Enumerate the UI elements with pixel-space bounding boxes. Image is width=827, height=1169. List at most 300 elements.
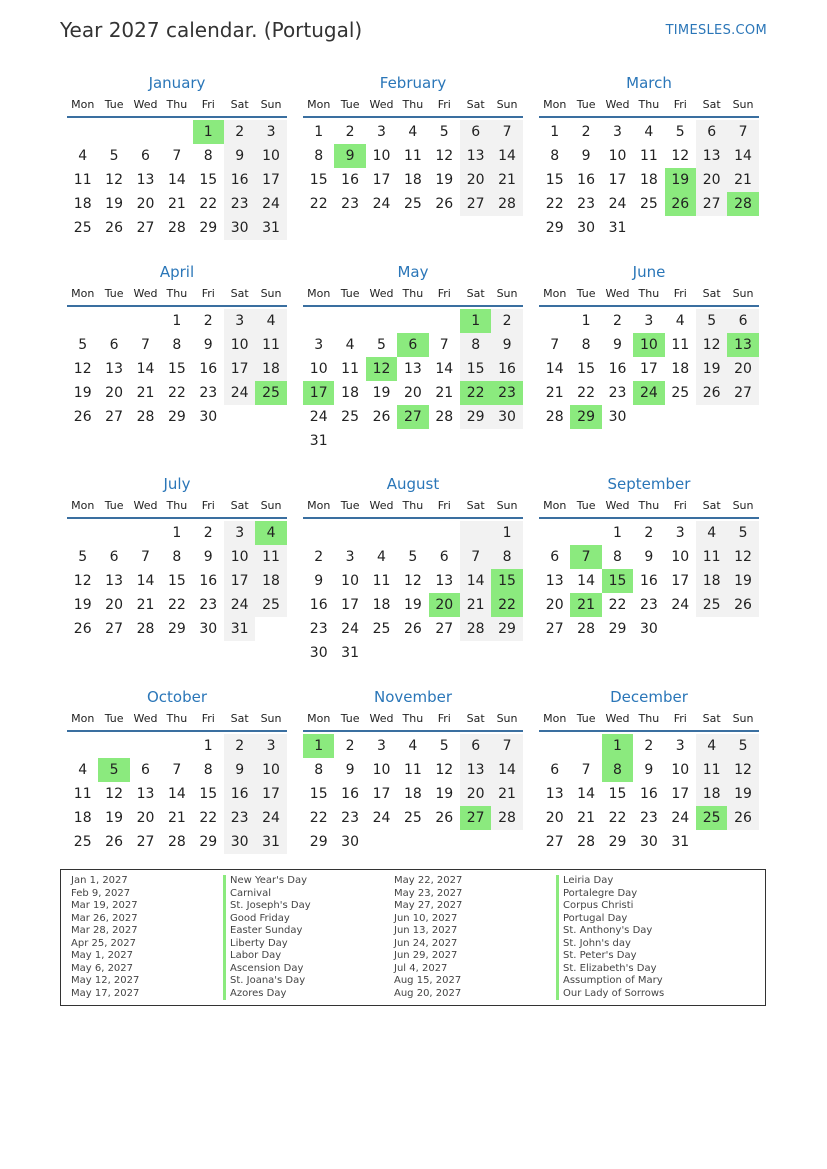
day-cell[interactable]: 24 [309,409,328,425]
day-cell[interactable]: 26 [403,621,422,637]
day-cell[interactable]: 27 [105,409,123,425]
day-cell[interactable]: 12 [435,148,454,164]
day-cell[interactable]: 12 [435,762,454,778]
day-cell[interactable]: 17 [372,786,391,802]
day-cell[interactable]: 9 [345,762,355,778]
day-cell[interactable]: 21 [167,810,186,826]
day-cell[interactable]: 5 [696,309,727,333]
day-cell[interactable]: 17 [255,168,286,192]
holiday-day-cell[interactable]: 8 [602,758,633,782]
day-cell[interactable]: 23 [309,621,328,637]
day-cell[interactable]: 24 [255,806,286,830]
day-cell[interactable]: 9 [644,762,654,778]
day-cell[interactable]: 11 [341,361,359,377]
day-cell[interactable]: 6 [460,120,491,144]
day-cell[interactable]: 23 [341,810,359,826]
day-cell[interactable]: 9 [224,758,255,782]
day-cell[interactable]: 20 [136,196,155,212]
holiday-day-cell[interactable]: 21 [570,593,601,617]
day-cell[interactable]: 14 [727,144,758,168]
holiday-day-cell[interactable]: 19 [665,168,696,192]
day-cell[interactable]: 16 [577,172,595,188]
day-cell[interactable]: 24 [224,593,255,617]
day-cell[interactable]: 30 [224,216,255,240]
day-cell[interactable]: 3 [345,549,355,565]
day-cell[interactable]: 12 [105,786,123,802]
day-cell[interactable]: 28 [491,806,522,830]
day-cell[interactable]: 2 [203,313,213,329]
day-cell[interactable]: 28 [545,409,564,425]
day-cell[interactable]: 5 [78,337,88,353]
day-cell[interactable]: 19 [403,597,422,613]
day-cell[interactable]: 24 [341,621,359,637]
day-cell[interactable]: 16 [199,361,218,377]
day-cell[interactable]: 31 [255,830,286,854]
day-cell[interactable]: 10 [224,333,255,357]
day-cell[interactable]: 21 [577,810,595,826]
holiday-day-cell[interactable]: 24 [633,381,664,405]
holiday-day-cell[interactable]: 22 [460,381,491,405]
day-cell[interactable]: 28 [577,834,595,850]
day-cell[interactable]: 29 [167,409,186,425]
day-cell[interactable]: 5 [727,734,758,758]
day-cell[interactable]: 14 [167,172,186,188]
day-cell[interactable]: 11 [372,573,391,589]
holiday-day-cell[interactable]: 23 [491,381,522,405]
day-cell[interactable]: 7 [727,120,758,144]
day-cell[interactable]: 9 [224,144,255,168]
day-cell[interactable]: 15 [199,172,218,188]
day-cell[interactable]: 27 [136,834,155,850]
day-cell[interactable]: 30 [608,409,627,425]
day-cell[interactable]: 23 [639,810,658,826]
day-cell[interactable]: 31 [608,220,627,236]
day-cell[interactable]: 8 [613,549,622,565]
day-cell[interactable]: 10 [671,549,690,565]
day-cell[interactable]: 7 [439,337,449,353]
day-cell[interactable]: 22 [199,196,218,212]
day-cell[interactable]: 20 [105,597,123,613]
day-cell[interactable]: 27 [545,621,564,637]
day-cell[interactable]: 8 [172,337,182,353]
day-cell[interactable]: 27 [460,192,491,216]
day-cell[interactable]: 16 [224,168,255,192]
day-cell[interactable]: 7 [491,120,522,144]
day-cell[interactable]: 17 [639,361,658,377]
day-cell[interactable]: 21 [460,593,491,617]
holiday-day-cell[interactable]: 22 [491,593,522,617]
holiday-day-cell[interactable]: 17 [303,381,334,405]
holiday-day-cell[interactable]: 6 [397,333,428,357]
day-cell[interactable]: 13 [435,573,454,589]
day-cell[interactable]: 1 [613,525,622,541]
day-cell[interactable]: 28 [167,834,186,850]
day-cell[interactable]: 21 [435,385,454,401]
day-cell[interactable]: 28 [136,621,155,637]
day-cell[interactable]: 20 [545,597,564,613]
day-cell[interactable]: 25 [73,834,92,850]
day-cell[interactable]: 20 [460,168,491,192]
day-cell[interactable]: 14 [491,758,522,782]
day-cell[interactable]: 28 [136,409,155,425]
day-cell[interactable]: 18 [403,786,422,802]
holiday-day-cell[interactable]: 1 [193,120,224,144]
day-cell[interactable]: 29 [545,220,564,236]
day-cell[interactable]: 2 [644,525,654,541]
day-cell[interactable]: 5 [377,337,386,353]
day-cell[interactable]: 13 [545,573,564,589]
holiday-day-cell[interactable]: 4 [255,521,286,545]
day-cell[interactable]: 31 [224,617,255,641]
day-cell[interactable]: 6 [141,148,150,164]
day-cell[interactable]: 2 [203,525,213,541]
day-cell[interactable]: 19 [105,196,123,212]
day-cell[interactable]: 10 [608,148,627,164]
day-cell[interactable]: 19 [727,569,758,593]
day-cell[interactable]: 10 [255,758,286,782]
day-cell[interactable]: 8 [203,148,213,164]
day-cell[interactable]: 27 [105,621,123,637]
day-cell[interactable]: 17 [224,569,255,593]
day-cell[interactable]: 2 [581,124,591,140]
day-cell[interactable]: 17 [608,172,627,188]
day-cell[interactable]: 19 [105,810,123,826]
day-cell[interactable]: 25 [403,196,422,212]
day-cell[interactable]: 30 [639,621,658,637]
day-cell[interactable]: 3 [377,124,386,140]
day-cell[interactable]: 30 [341,834,359,850]
day-cell[interactable]: 25 [341,409,359,425]
day-cell[interactable]: 16 [341,172,359,188]
day-cell[interactable]: 30 [199,621,218,637]
day-cell[interactable]: 27 [545,834,564,850]
day-cell[interactable]: 16 [639,573,658,589]
day-cell[interactable]: 25 [696,593,727,617]
day-cell[interactable]: 18 [696,569,727,593]
day-cell[interactable]: 22 [577,385,595,401]
day-cell[interactable]: 22 [199,810,218,826]
day-cell[interactable]: 2 [644,738,654,754]
day-cell[interactable]: 30 [577,220,595,236]
holiday-day-cell[interactable]: 25 [696,806,727,830]
day-cell[interactable]: 31 [671,834,690,850]
day-cell[interactable]: 2 [224,120,255,144]
day-cell[interactable]: 26 [73,409,92,425]
day-cell[interactable]: 21 [727,168,758,192]
day-cell[interactable]: 24 [372,810,391,826]
day-cell[interactable]: 2 [345,738,355,754]
day-cell[interactable]: 8 [314,148,324,164]
day-cell[interactable]: 26 [435,196,454,212]
day-cell[interactable]: 13 [105,573,123,589]
holiday-day-cell[interactable]: 1 [303,734,334,758]
day-cell[interactable]: 6 [439,549,449,565]
day-cell[interactable]: 2 [491,309,522,333]
day-cell[interactable]: 11 [696,758,727,782]
day-cell[interactable]: 9 [314,573,324,589]
day-cell[interactable]: 15 [460,357,491,381]
day-cell[interactable]: 17 [224,357,255,381]
day-cell[interactable]: 6 [109,337,119,353]
day-cell[interactable]: 16 [199,573,218,589]
day-cell[interactable]: 16 [309,597,328,613]
day-cell[interactable]: 15 [167,361,186,377]
day-cell[interactable]: 7 [172,148,182,164]
day-cell[interactable]: 14 [491,144,522,168]
day-cell[interactable]: 12 [727,758,758,782]
day-cell[interactable]: 12 [73,573,92,589]
day-cell[interactable]: 1 [172,525,182,541]
day-cell[interactable]: 20 [136,810,155,826]
day-cell[interactable]: 6 [109,549,119,565]
day-cell[interactable]: 25 [403,810,422,826]
day-cell[interactable]: 19 [73,385,92,401]
day-cell[interactable]: 29 [491,617,522,641]
day-cell[interactable]: 16 [639,786,658,802]
day-cell[interactable]: 28 [435,409,454,425]
day-cell[interactable]: 6 [550,762,560,778]
day-cell[interactable]: 9 [203,549,213,565]
day-cell[interactable]: 21 [136,385,155,401]
day-cell[interactable]: 13 [136,172,155,188]
day-cell[interactable]: 18 [671,361,690,377]
day-cell[interactable]: 30 [224,830,255,854]
holiday-day-cell[interactable]: 9 [334,144,365,168]
day-cell[interactable]: 18 [255,569,286,593]
day-cell[interactable]: 8 [203,762,213,778]
day-cell[interactable]: 5 [408,549,418,565]
site-link[interactable]: TIMESLES.COM [665,23,767,38]
day-cell[interactable]: 12 [727,545,758,569]
holiday-day-cell[interactable]: 27 [460,806,491,830]
day-cell[interactable]: 12 [671,148,690,164]
day-cell[interactable]: 21 [491,168,522,192]
day-cell[interactable]: 10 [255,144,286,168]
day-cell[interactable]: 24 [671,597,690,613]
day-cell[interactable]: 9 [613,337,622,353]
day-cell[interactable]: 12 [105,172,123,188]
day-cell[interactable]: 28 [460,617,491,641]
day-cell[interactable]: 18 [372,597,391,613]
day-cell[interactable]: 29 [608,834,627,850]
day-cell[interactable]: 11 [403,762,422,778]
day-cell[interactable]: 8 [460,333,491,357]
day-cell[interactable]: 7 [141,337,150,353]
day-cell[interactable]: 25 [671,385,690,401]
day-cell[interactable]: 6 [460,734,491,758]
day-cell[interactable]: 15 [545,172,564,188]
day-cell[interactable]: 31 [309,433,328,449]
day-cell[interactable]: 4 [644,124,654,140]
day-cell[interactable]: 7 [581,762,591,778]
day-cell[interactable]: 8 [314,762,324,778]
day-cell[interactable]: 11 [671,337,690,353]
day-cell[interactable]: 18 [639,172,658,188]
day-cell[interactable]: 26 [696,381,727,405]
day-cell[interactable]: 11 [255,333,286,357]
day-cell[interactable]: 19 [435,786,454,802]
day-cell[interactable]: 4 [675,313,685,329]
day-cell[interactable]: 29 [167,621,186,637]
day-cell[interactable]: 21 [545,385,564,401]
day-cell[interactable]: 9 [203,337,213,353]
day-cell[interactable]: 22 [608,810,627,826]
day-cell[interactable]: 19 [696,357,727,381]
day-cell[interactable]: 29 [460,405,491,429]
day-cell[interactable]: 24 [372,196,391,212]
day-cell[interactable]: 15 [309,786,328,802]
day-cell[interactable]: 7 [550,337,560,353]
day-cell[interactable]: 4 [696,734,727,758]
day-cell[interactable]: 13 [696,144,727,168]
day-cell[interactable]: 4 [408,124,418,140]
day-cell[interactable]: 4 [408,738,418,754]
day-cell[interactable]: 8 [172,549,182,565]
day-cell[interactable]: 1 [172,313,182,329]
day-cell[interactable]: 11 [255,545,286,569]
day-cell[interactable]: 12 [403,573,422,589]
day-cell[interactable]: 18 [403,172,422,188]
day-cell[interactable]: 20 [105,385,123,401]
day-cell[interactable]: 22 [167,385,186,401]
day-cell[interactable]: 13 [545,786,564,802]
day-cell[interactable]: 10 [372,762,391,778]
day-cell[interactable]: 3 [224,521,255,545]
holiday-day-cell[interactable]: 28 [727,192,758,216]
day-cell[interactable]: 4 [377,549,386,565]
day-cell[interactable]: 17 [671,573,690,589]
day-cell[interactable]: 14 [435,361,454,377]
day-cell[interactable]: 27 [435,621,454,637]
day-cell[interactable]: 22 [309,196,328,212]
day-cell[interactable]: 26 [727,806,758,830]
day-cell[interactable]: 17 [255,782,286,806]
day-cell[interactable]: 20 [460,782,491,806]
day-cell[interactable]: 26 [435,810,454,826]
day-cell[interactable]: 27 [696,192,727,216]
day-cell[interactable]: 26 [105,834,123,850]
day-cell[interactable]: 11 [639,148,658,164]
day-cell[interactable]: 7 [491,734,522,758]
day-cell[interactable]: 15 [608,786,627,802]
day-cell[interactable]: 3 [613,124,622,140]
holiday-day-cell[interactable]: 5 [98,758,129,782]
holiday-day-cell[interactable]: 1 [602,734,633,758]
day-cell[interactable]: 4 [255,309,286,333]
day-cell[interactable]: 25 [639,196,658,212]
day-cell[interactable]: 3 [255,734,286,758]
day-cell[interactable]: 14 [136,361,155,377]
day-cell[interactable]: 22 [167,597,186,613]
day-cell[interactable]: 11 [73,786,92,802]
day-cell[interactable]: 11 [696,545,727,569]
day-cell[interactable]: 26 [73,621,92,637]
day-cell[interactable]: 9 [644,549,654,565]
day-cell[interactable]: 23 [577,196,595,212]
day-cell[interactable]: 5 [675,124,685,140]
day-cell[interactable]: 9 [581,148,591,164]
day-cell[interactable]: 14 [577,573,595,589]
day-cell[interactable]: 23 [224,192,255,216]
day-cell[interactable]: 13 [403,361,422,377]
day-cell[interactable]: 16 [341,786,359,802]
day-cell[interactable]: 18 [696,782,727,806]
holiday-day-cell[interactable]: 15 [602,569,633,593]
day-cell[interactable]: 6 [696,120,727,144]
day-cell[interactable]: 9 [491,333,522,357]
day-cell[interactable]: 2 [345,124,355,140]
day-cell[interactable]: 4 [78,148,88,164]
day-cell[interactable]: 4 [345,337,355,353]
day-cell[interactable]: 24 [224,381,255,405]
day-cell[interactable]: 19 [727,782,758,806]
day-cell[interactable]: 21 [491,782,522,806]
day-cell[interactable]: 15 [577,361,595,377]
day-cell[interactable]: 15 [167,573,186,589]
day-cell[interactable]: 3 [675,525,685,541]
day-cell[interactable]: 31 [341,645,359,661]
day-cell[interactable]: 4 [696,521,727,545]
day-cell[interactable]: 18 [341,385,359,401]
day-cell[interactable]: 7 [141,549,150,565]
day-cell[interactable]: 13 [460,758,491,782]
holiday-day-cell[interactable]: 29 [570,405,601,429]
day-cell[interactable]: 28 [577,621,595,637]
day-cell[interactable]: 10 [671,762,690,778]
day-cell[interactable]: 14 [545,361,564,377]
day-cell[interactable]: 14 [577,786,595,802]
day-cell[interactable]: 13 [105,361,123,377]
day-cell[interactable]: 8 [550,148,560,164]
day-cell[interactable]: 16 [608,361,627,377]
day-cell[interactable]: 22 [309,810,328,826]
holiday-day-cell[interactable]: 20 [429,593,460,617]
day-cell[interactable]: 26 [105,220,123,236]
day-cell[interactable]: 1 [314,124,324,140]
day-cell[interactable]: 13 [136,786,155,802]
holiday-day-cell[interactable]: 13 [727,333,758,357]
day-cell[interactable]: 8 [491,545,522,569]
day-cell[interactable]: 20 [545,810,564,826]
day-cell[interactable]: 5 [109,148,119,164]
day-cell[interactable]: 19 [73,597,92,613]
day-cell[interactable]: 29 [199,834,218,850]
day-cell[interactable]: 26 [727,593,758,617]
day-cell[interactable]: 22 [545,196,564,212]
day-cell[interactable]: 10 [309,361,328,377]
holiday-day-cell[interactable]: 10 [633,333,664,357]
day-cell[interactable]: 24 [671,810,690,826]
day-cell[interactable]: 6 [727,309,758,333]
day-cell[interactable]: 3 [224,309,255,333]
day-cell[interactable]: 7 [172,762,182,778]
day-cell[interactable]: 17 [372,172,391,188]
day-cell[interactable]: 27 [136,220,155,236]
holiday-day-cell[interactable]: 7 [570,545,601,569]
day-cell[interactable]: 19 [435,172,454,188]
day-cell[interactable]: 24 [255,192,286,216]
day-cell[interactable]: 6 [550,549,560,565]
day-cell[interactable]: 18 [73,196,92,212]
day-cell[interactable]: 21 [136,597,155,613]
day-cell[interactable]: 5 [78,549,88,565]
day-cell[interactable]: 1 [491,521,522,545]
day-cell[interactable]: 15 [199,786,218,802]
day-cell[interactable]: 18 [73,810,92,826]
day-cell[interactable]: 14 [460,569,491,593]
day-cell[interactable]: 23 [639,597,658,613]
day-cell[interactable]: 14 [136,573,155,589]
